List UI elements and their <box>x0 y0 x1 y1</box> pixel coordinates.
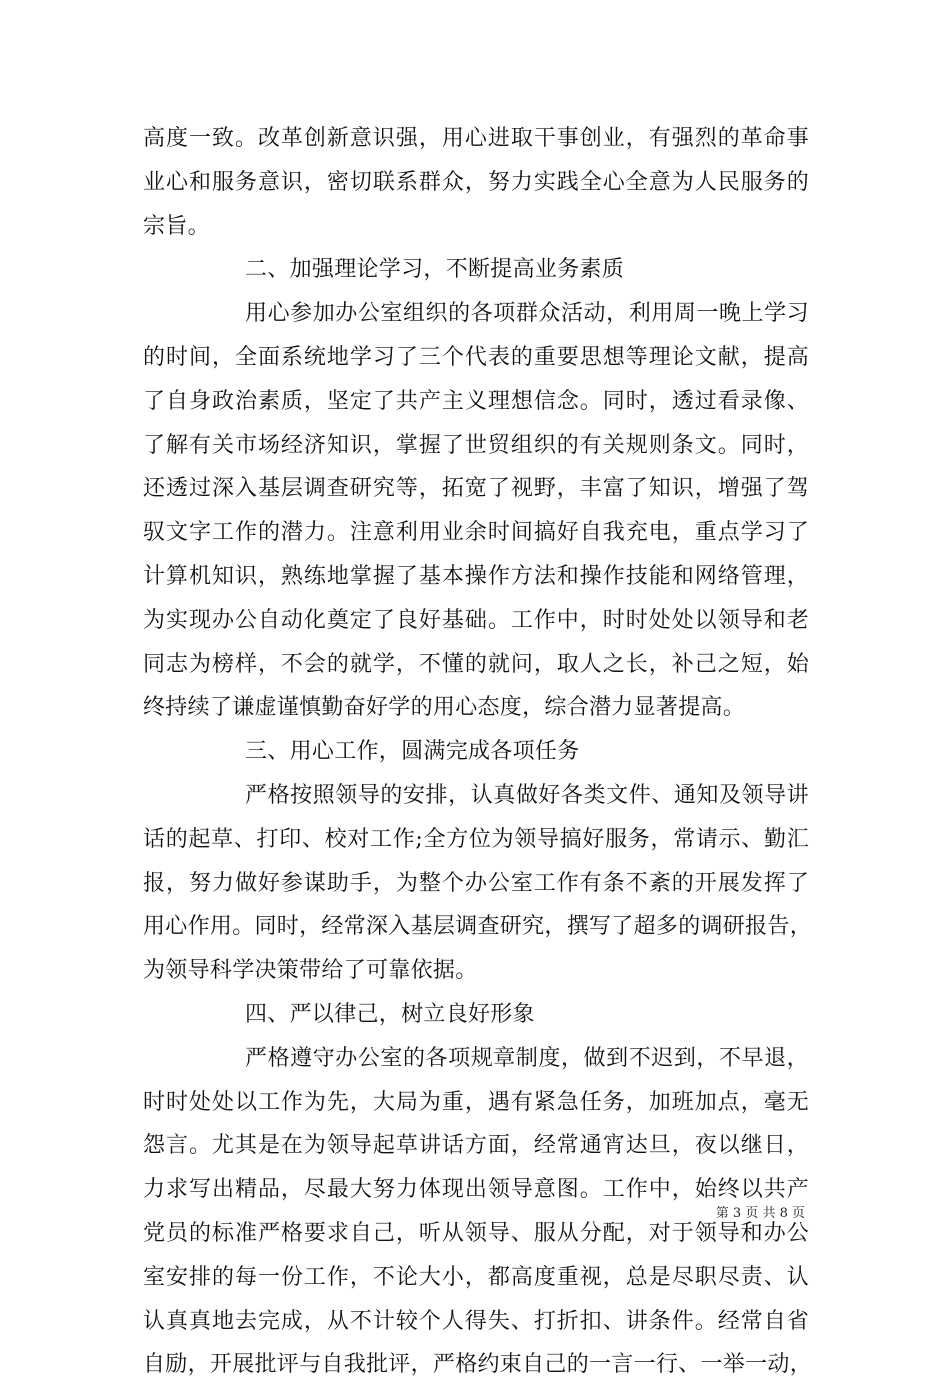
text-line: 用心作用。同时，经常深入基层调查研究，撰写了超多的调研报告， <box>143 914 813 940</box>
text-line: 严格按照领导的安排，认真做好各类文件、通知及领导讲 <box>245 782 809 808</box>
text-line: 高度一致。改革创新意识强，用心进取干事创业，有强烈的革命事 <box>143 126 809 151</box>
text-line: 室安排的每一份工作，不论大小，都高度重视，总是尽职尽责、认 <box>143 1264 809 1290</box>
page-number: 第 3 页 共 8 页 <box>715 1206 805 1221</box>
text-line: 为实现办公自动化奠定了良好基础。工作中，时时处处以领导和老 <box>143 607 809 633</box>
text-line: 还透过深入基层调查研究等，拓宽了视野，丰富了知识，增强了驾 <box>143 476 809 502</box>
text-line: 自励，开展批评与自我批评，严格约束自己的一言一行、一举一动， <box>143 1352 813 1378</box>
text-line: 为领导科学决策带给了可靠依据。 <box>143 958 478 984</box>
text-line: 的时间，全面系统地学习了三个代表的重要思想等理论文献，提高 <box>143 344 809 370</box>
document-body <box>143 117 813 1387</box>
text-line: 同志为榜样，不会的就学，不懂的就问，取人之长，补己之短，始 <box>143 651 809 677</box>
text-line: 了解有关市场经济知识，掌握了世贸组织的有关规则条文。同时， <box>143 432 809 458</box>
text-line: 二、加强理论学习，不断提高业务素质 <box>245 257 625 283</box>
text-line: 严格遵守办公室的各项规章制度，做到不迟到，不早退， <box>245 1045 809 1071</box>
text-line: 宗旨。 <box>143 213 210 239</box>
text-line: 用心参加办公室组织的各项群众活动，利用周一晚上学习 <box>245 301 809 327</box>
text-line: 报，努力做好参谋助手，为整个办公室工作有条不紊的开展发挥了 <box>143 870 809 896</box>
text-line: 话的起草、打印、校对工作;全方位为领导搞好服务，常请示、勤汇 <box>143 826 809 852</box>
text-line: 时时处处以工作为先，大局为重，遇有紧急任务，加班加点，毫无 <box>143 1089 809 1115</box>
text-line: 驭文字工作的潜力。注意利用业余时间搞好自我充电，重点学习了 <box>143 520 809 546</box>
text-line: 了自身政治素质，坚定了共产主义理想信念。同时，透过看录像、 <box>143 388 809 414</box>
text-line: 业心和服务意识，密切联系群众，努力实践全心全意为人民服务的 <box>143 169 809 195</box>
text-line: 终持续了谦虚谨慎勤奋好学的用心态度，综合潜力显著提高。 <box>143 695 746 721</box>
text-line: 力求写出精品，尽最大努力体现出领导意图。工作中，始终以共产 <box>143 1177 809 1203</box>
text-line: 三、用心工作，圆满完成各项任务 <box>245 739 580 765</box>
text-line: 四、严以律己，树立良好形象 <box>245 1001 535 1027</box>
text-line: 党员的标准严格要求自己，听从领导、服从分配，对于领导和办公 <box>143 1220 809 1246</box>
text-line: 计算机知识，熟练地掌握了基本操作方法和操作技能和网络管理， <box>143 563 809 589</box>
text-line: 怨言。尤其是在为领导起草讲话方面，经常通宵达旦，夜以继日， <box>143 1133 809 1159</box>
text-line: 认真真地去完成，从不计较个人得失、打折扣、讲条件。经常自省 <box>143 1308 809 1334</box>
